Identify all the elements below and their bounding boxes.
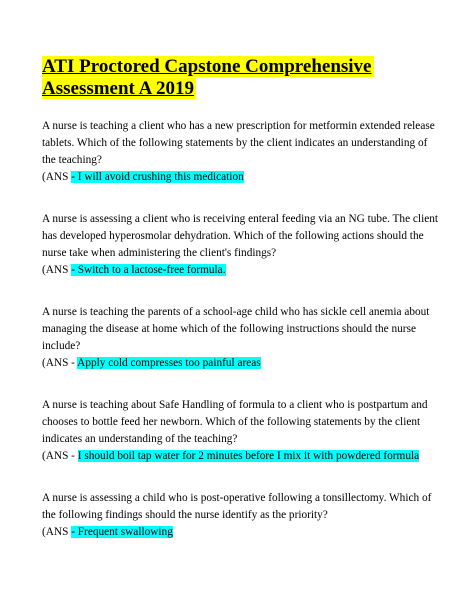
question-text: A nurse is assessing a client who is receiving enteral feeding via an NG tube. The client has developed hyperosmolar dehydration. Which of the following actions should the nurse take when administering the client's findings? (42, 213, 439, 259)
question-text: A nurse is teaching the parents of a school-age child who has sickle cell anemia about managing the disease at home which of the following instructions should the nurse include? (42, 306, 430, 352)
answer-line (42, 448, 442, 465)
answer-line (42, 524, 442, 541)
answer-prefix: (ANS (42, 171, 72, 183)
question-block (42, 211, 442, 279)
answer-prefix: (ANS - (42, 450, 78, 462)
question-block (42, 490, 442, 541)
answer-line (42, 169, 442, 186)
document-title (42, 56, 442, 100)
answer-text: - I will avoid crushing this medication (71, 171, 244, 183)
question-text: A nurse is teaching about Safe Handling of formula to a client who is postpartum and chooses to bottle feed her newborn. Which of the following statements by the client indicates an understanding of the teaching? (42, 399, 428, 445)
answer-text: I should boil tap water for 2 minutes before I mix it with powdered formula (77, 450, 420, 462)
title-line-1: ATI Proctored Capstone Comprehensive (42, 56, 372, 77)
answer-prefix: (ANS - (42, 357, 78, 369)
answer-prefix: (ANS (42, 526, 72, 538)
answer-text: - Switch to a lactose-free formula. (71, 264, 226, 276)
question-text: A nurse is teaching a client who has a new prescription for metformin extended release tablets. Which of the following statements by the client indicates an understanding of the teaching? (42, 120, 435, 166)
answer-text: Apply cold compresses too painful areas (77, 357, 261, 369)
question-block (42, 397, 442, 465)
question-block (42, 118, 442, 186)
answer-text: - Frequent swallowing (71, 526, 173, 538)
question-block (42, 304, 442, 372)
title-line-2: Assessment A 2019 (42, 78, 195, 99)
answer-prefix: (ANS (42, 264, 72, 276)
document-page (42, 56, 442, 566)
answer-line (42, 262, 442, 279)
question-text: A nurse is assessing a child who is post-operative following a tonsillectomy. Which of the following findings should the nurse identify as the priority? (42, 492, 432, 521)
answer-line (42, 355, 442, 372)
